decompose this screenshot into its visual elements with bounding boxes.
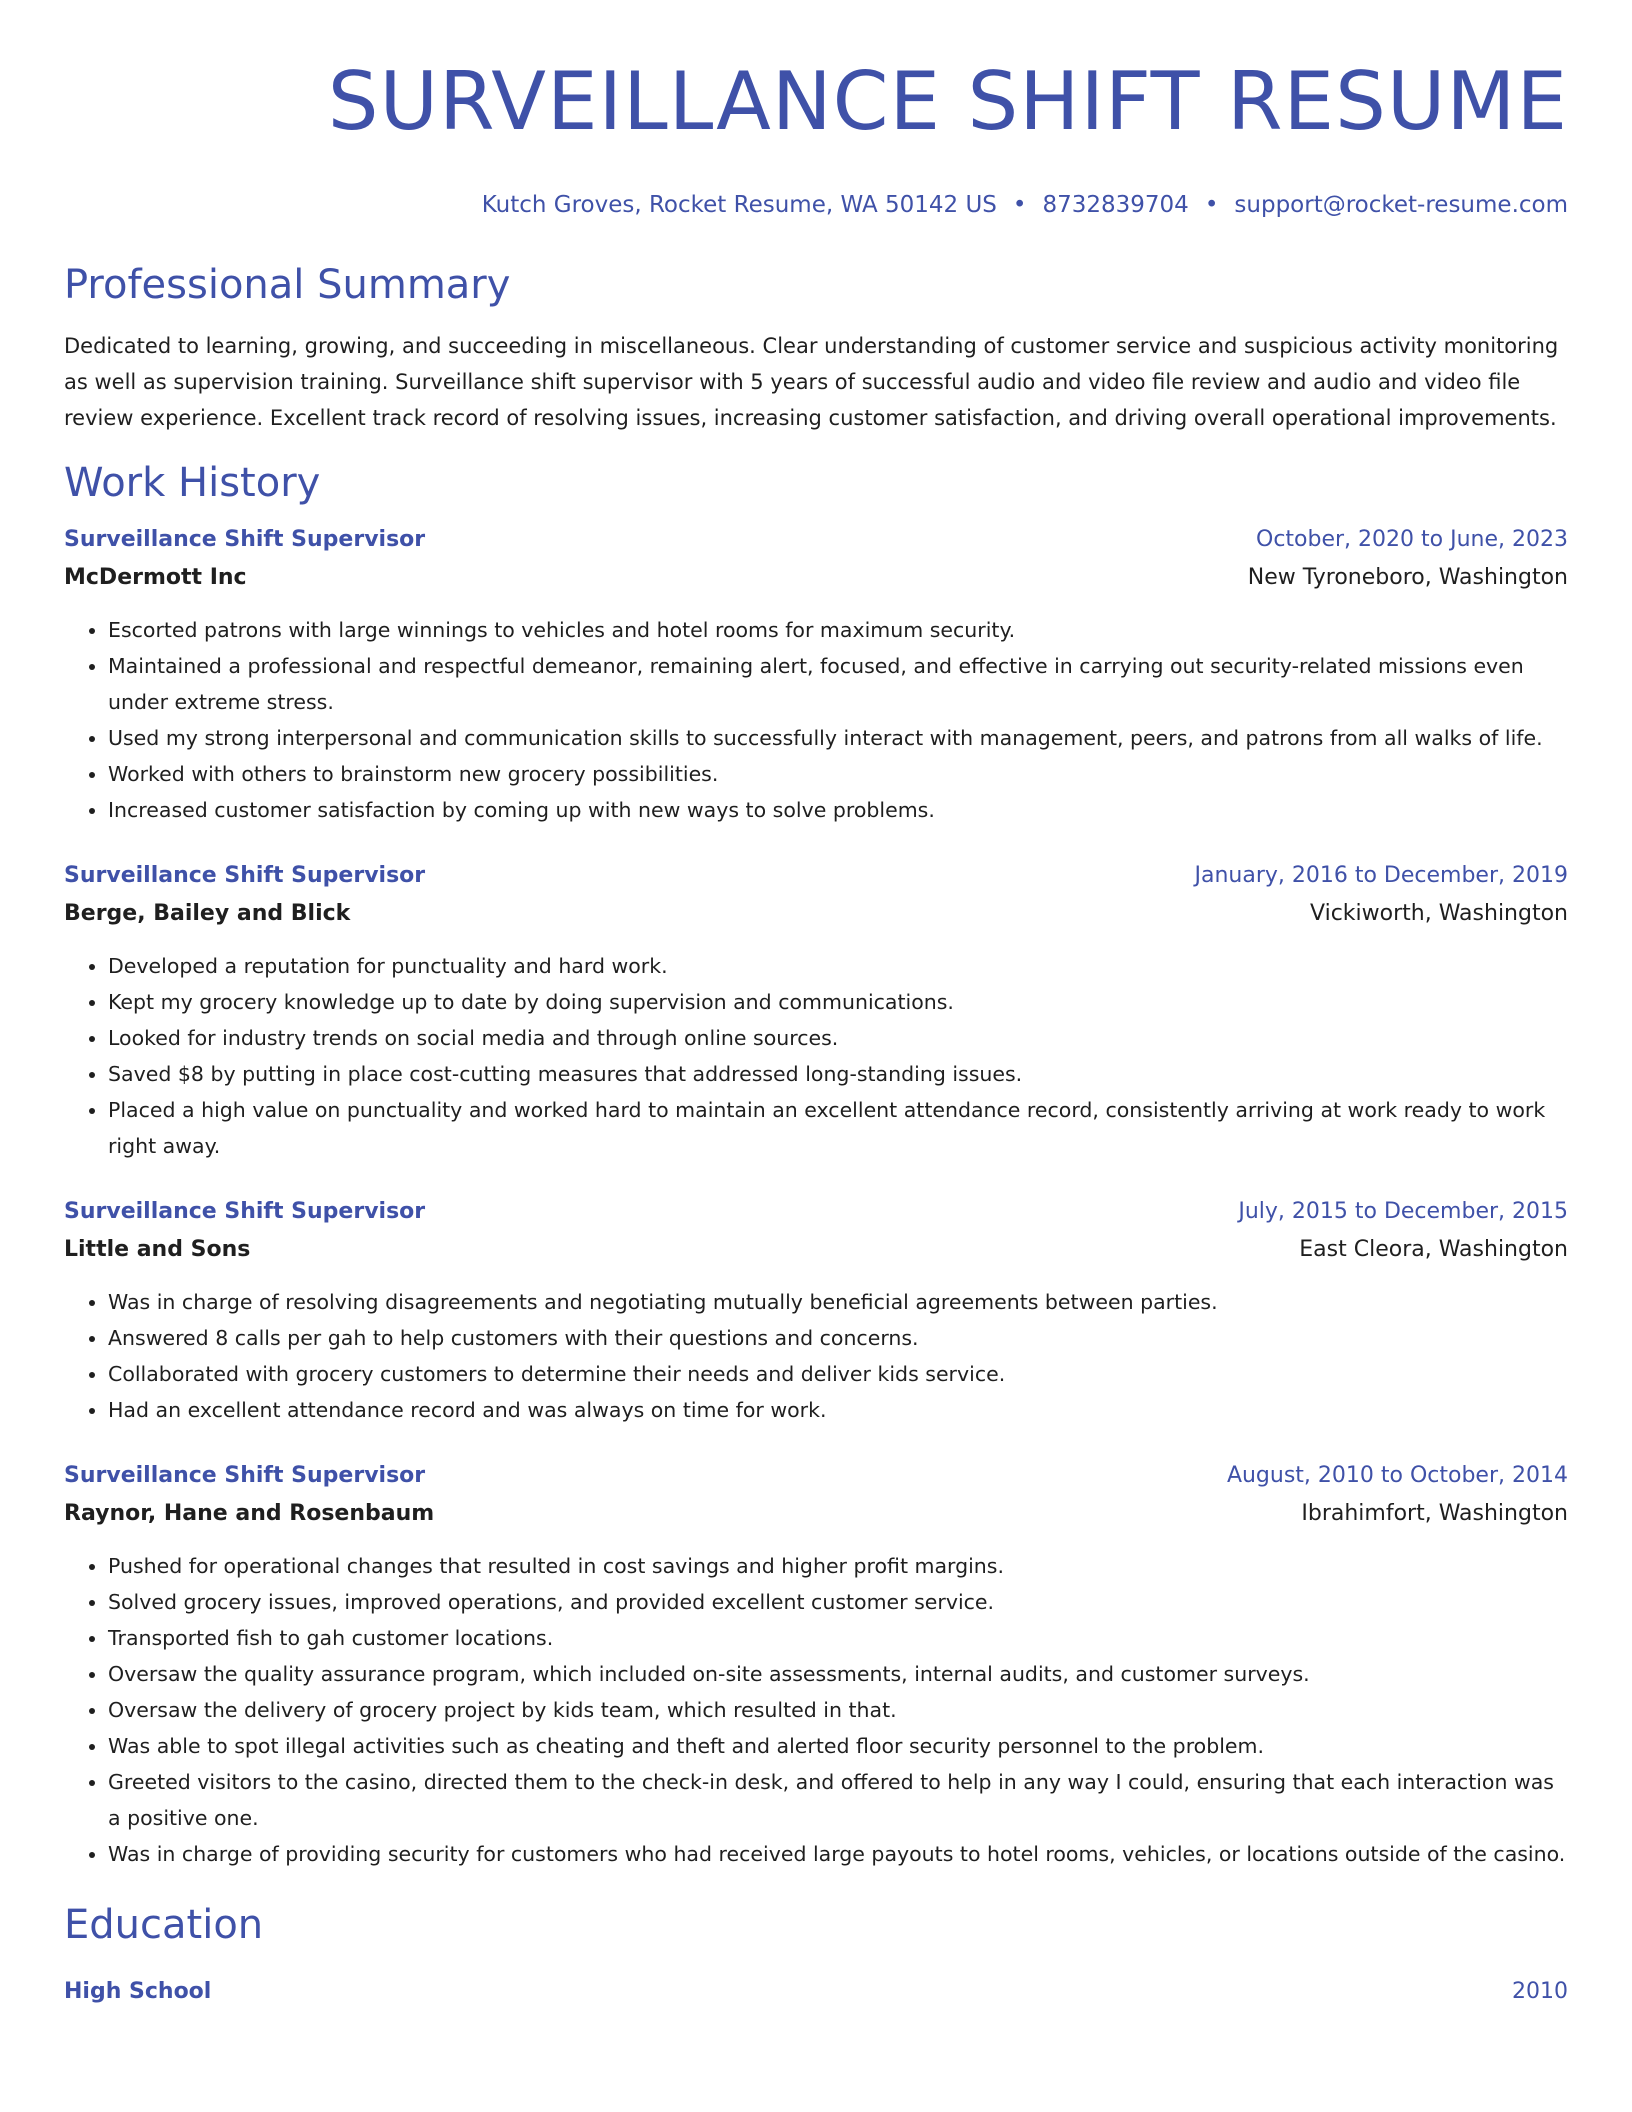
job-bullet: • Solved grocery issues, improved operations, and provided excellent customer service. xyxy=(108,1584,1568,1620)
job-bullet: • Kept my grocery knowledge up to date by doing supervision and communications. xyxy=(108,984,1568,1020)
job-bullet: • Worked with others to brainstorm new grocery possibilities. xyxy=(108,756,1568,792)
job-company: Raynor, Hane and Rosenbaum xyxy=(64,1501,435,1526)
job-bullet: • Had an excellent attendance record and was always on time for work. xyxy=(108,1392,1568,1428)
job-bullet: • Developed a reputation for punctuality and hard work. xyxy=(108,948,1568,984)
job-bullet: • Was in charge of resolving disagreements and negotiating mutually beneficial agreements between parties. xyxy=(108,1284,1568,1320)
job-title: Surveillance Shift Supervisor xyxy=(64,1463,426,1488)
education-entry xyxy=(64,1974,1568,2010)
resume-title: SURVEILLANCE SHIFT RESUME xyxy=(327,55,1568,148)
job-bullet: • Collaborated with grocery customers to determine their needs and deliver kids service. xyxy=(108,1356,1568,1392)
job-location: Vickiworth, Washington xyxy=(1310,901,1568,926)
contact-separator: • xyxy=(1204,192,1219,218)
section-title-professional-summary: Professional Summary xyxy=(64,262,511,308)
job-location: New Tyroneboro, Washington xyxy=(1247,565,1568,590)
job-bullet: • Placed a high value on punctuality and worked hard to maintain an excellent attendance record, consistently arriving at work ready to work right away. xyxy=(108,1092,1568,1164)
job-title: Surveillance Shift Supervisor xyxy=(64,527,426,552)
job-company: Little and Sons xyxy=(64,1237,251,1262)
job-location: Ibrahimfort, Washington xyxy=(1301,1501,1568,1526)
job-entry xyxy=(64,1194,1568,1428)
contact-phone: 8732839704 xyxy=(1042,192,1189,218)
job-dates: October, 2020 to June, 2023 xyxy=(1256,527,1568,552)
contact-address: Kutch Groves, Rocket Resume, WA 50142 US xyxy=(481,192,997,218)
job-location: East Cleora, Washington xyxy=(1299,1237,1568,1262)
contact-line xyxy=(64,190,1568,220)
work-history-list xyxy=(64,522,1568,1872)
summary-text: Dedicated to learning, growing, and succeeding in miscellaneous. Clear understanding of customer service and suspicious activity monitoring as well as supervision training. Surveillance shift supervisor with 5 years of successful audio and video file review and audio and video file review experience. Excellent track record of resolving issues, increasing customer satisfaction, and driving overall operational improvements. xyxy=(64,334,1559,430)
job-entry xyxy=(64,858,1568,1164)
job-bullets xyxy=(64,1548,1568,1872)
job-bullet: • Oversaw the quality assurance program, which included on-site assessments, internal audits, and customer surveys. xyxy=(108,1656,1568,1692)
contact-separator: • xyxy=(1012,192,1027,218)
job-bullet: • Escorted patrons with large winnings to vehicles and hotel rooms for maximum security. xyxy=(108,612,1568,648)
job-bullet: • Oversaw the delivery of grocery project by kids team, which resulted in that. xyxy=(108,1692,1568,1728)
resume-page xyxy=(64,0,1568,2010)
education-year: 2010 xyxy=(1512,1979,1568,2004)
job-company: McDermott Inc xyxy=(64,565,247,590)
job-bullet: • Used my strong interpersonal and communication skills to successfully interact with management, peers, and patrons from all walks of life. xyxy=(108,720,1568,756)
job-bullet: • Transported fish to gah customer locations. xyxy=(108,1620,1568,1656)
job-title: Surveillance Shift Supervisor xyxy=(64,1199,426,1224)
job-bullet: • Pushed for operational changes that resulted in cost savings and higher profit margins. xyxy=(108,1548,1568,1584)
job-dates: January, 2016 to December, 2019 xyxy=(1194,863,1568,888)
job-bullet: • Was in charge of providing security for customers who had received large payouts to hotel rooms, vehicles, or locations outside of the casino. xyxy=(108,1836,1568,1872)
section-title-work-history: Work History xyxy=(64,460,321,506)
job-dates: July, 2015 to December, 2015 xyxy=(1238,1199,1568,1224)
job-dates: August, 2010 to October, 2014 xyxy=(1226,1463,1568,1488)
job-bullet: • Saved $8 by putting in place cost-cutting measures that addressed long-standing issues. xyxy=(108,1056,1568,1092)
job-bullets xyxy=(64,1284,1568,1428)
job-bullets xyxy=(64,612,1568,828)
job-title: Surveillance Shift Supervisor xyxy=(64,863,426,888)
job-bullet: • Was able to spot illegal activities such as cheating and theft and alerted floor security personnel to the problem. xyxy=(108,1728,1568,1764)
job-bullet: • Looked for industry trends on social media and through online sources. xyxy=(108,1020,1568,1056)
job-company: Berge, Bailey and Blick xyxy=(64,901,351,926)
job-bullet: • Answered 8 calls per gah to help customers with their questions and concerns. xyxy=(108,1320,1568,1356)
job-bullets xyxy=(64,948,1568,1164)
job-bullet: • Greeted visitors to the casino, directed them to the check-in desk, and offered to help in any way I could, ensuring that each interaction was a positive one. xyxy=(108,1764,1568,1836)
job-bullet: • Increased customer satisfaction by coming up with new ways to solve problems. xyxy=(108,792,1568,828)
job-bullet: • Maintained a professional and respectful demeanor, remaining alert, focused, and effective in carrying out security-related missions even under extreme stress. xyxy=(108,648,1568,720)
contact-email: support@rocket-resume.com xyxy=(1234,192,1568,218)
job-entry xyxy=(64,1458,1568,1872)
section-title-education: Education xyxy=(64,1902,264,1948)
education-degree: High School xyxy=(64,1979,212,2004)
job-entry xyxy=(64,522,1568,828)
